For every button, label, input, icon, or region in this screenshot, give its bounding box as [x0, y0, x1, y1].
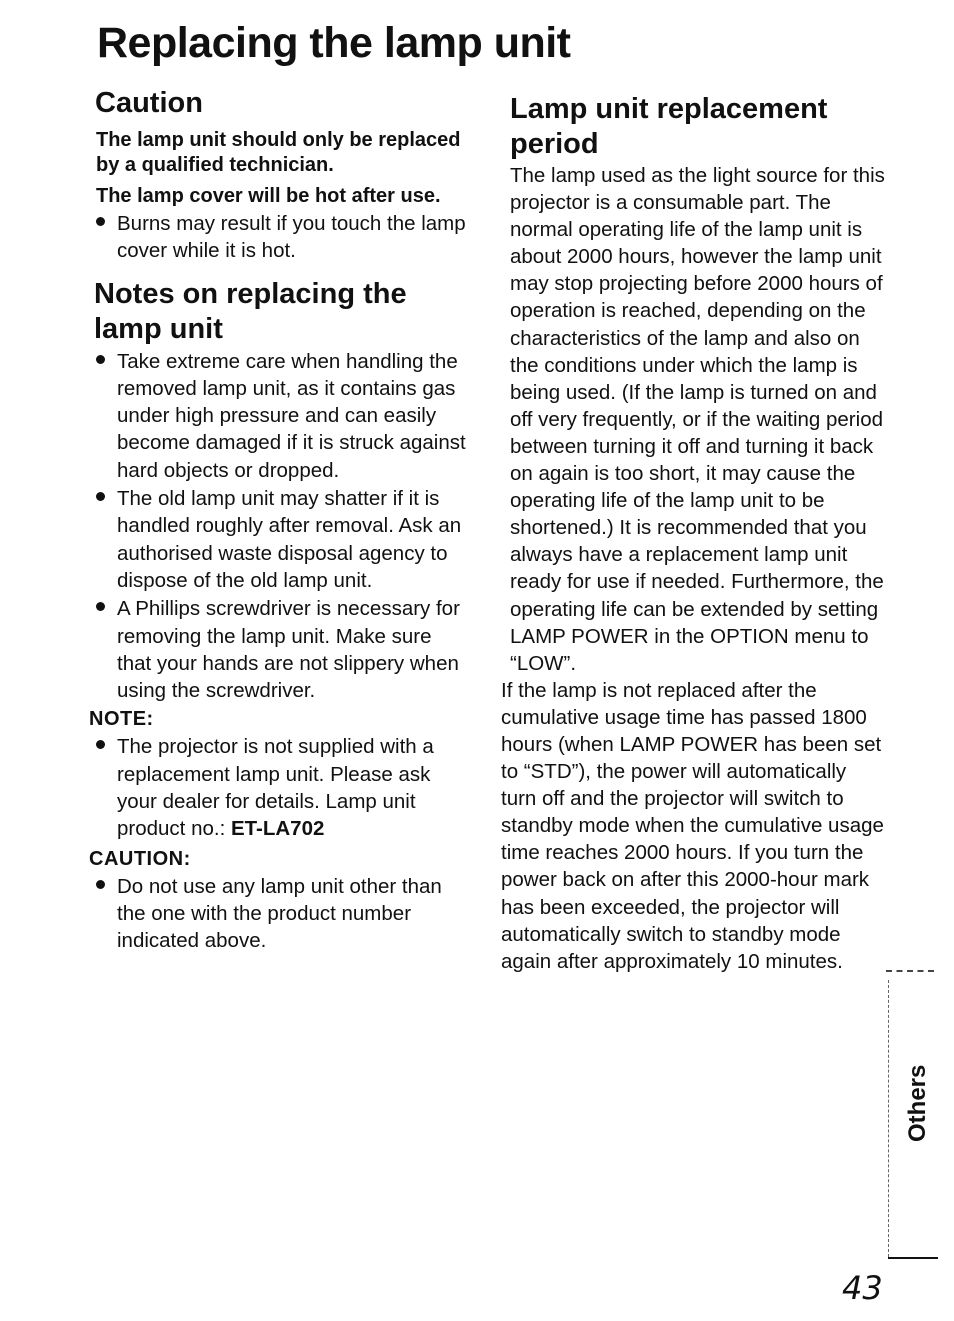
notes-bullet-list [89, 348, 467, 705]
bullet-icon [96, 880, 105, 889]
notes-heading: Notes on replacing the lamp unit [94, 277, 407, 345]
bullet-icon [96, 492, 105, 501]
caution-label: CAUTION: [89, 847, 191, 870]
side-tab [886, 970, 938, 1260]
side-tab-left-border [888, 980, 889, 1257]
note-label: NOTE: [89, 708, 154, 731]
list-item [89, 485, 467, 594]
list-item [89, 348, 467, 484]
list-item-text: Take extreme care when handling the removed lamp unit, as it contains gas under high pressure and can easily become damaged if it is struck against hard objects or dropped. [117, 349, 466, 482]
page-title: Replacing the lamp unit [97, 19, 571, 67]
caution-bullet-list [89, 210, 467, 265]
list-item [89, 733, 467, 842]
caution-heading: Caution [95, 87, 203, 119]
list-item-text: Burns may result if you touch the lamp cover while it is hot. [117, 212, 466, 263]
list-item-text: Do not use any lamp unit other than the one with the product number indicated above. [117, 874, 442, 953]
right-column [501, 92, 886, 975]
side-tab-bottom-border [888, 1257, 938, 1259]
caution-hot-cover: The lamp cover will be hot after use. [96, 185, 441, 207]
note-bullet-list [89, 733, 467, 842]
bullet-icon [96, 740, 105, 749]
left-column [89, 86, 467, 955]
list-item-text: The projector is not supplied with a replacement lamp unit. Please ask your dealer for details. Lamp unit product no.: [117, 735, 434, 841]
caution-label-bullet-list [89, 873, 467, 955]
page-number: 43 [842, 1269, 883, 1307]
list-item [89, 595, 467, 704]
list-item-text: The old lamp unit may shatter if it is handled roughly after removal. Ask an authorised waste disposal agency to dispose of the old lamp unit. [117, 487, 462, 592]
product-model-number: ET-LA702 [230, 817, 325, 841]
side-tab-top-border [886, 970, 934, 972]
list-item [89, 210, 467, 265]
caution-qualified-technician: The lamp unit should only be replaced by a qualified technician. [96, 129, 461, 176]
bullet-icon [96, 602, 105, 611]
bullet-icon [96, 217, 105, 226]
replacement-period-paragraph-1: The lamp used as the light source for this projector is a consumable part. The normal operating life of the lamp unit is about 2000 hours, however the lamp unit may stop projecting before 2000 hours of operation is reached, depending on the characteristics of the lamp and also on the conditions under which the lamp is being used. (If the lamp is turned on and off very frequently, or if the waiting period between turning it off and turning it back on again is too short, it may cause the operating life of the lamp unit to be shortened.) It is recommended that you always have a replacement lamp unit ready for use if needed. Furthermore, the operating life can be extended by setting LAMP POWER in the OPTION menu to “LOW”. [510, 164, 885, 675]
side-tab-label: Others [904, 1064, 931, 1142]
list-item-text: A Phillips screwdriver is necessary for removing the lamp unit. Make sure that your hands are not slippery when using the screwdriver. [117, 597, 460, 703]
replacement-period-heading: Lamp unit replacement period [510, 93, 828, 160]
list-item [89, 873, 467, 955]
replacement-period-paragraph-2: If the lamp is not replaced after the cumulative usage time has passed 1800 hours (when LAMP POWER has been set to “STD”), the power will automatically turn off and the projector will switch to standby mode when the cumulative usage time reaches 2000 hours. If you turn the power back on after this 2000-hour mark has been exceeded, the projector will automatically switch to standby mode again after approximately 10 minutes. [501, 678, 884, 973]
bullet-icon [96, 355, 105, 364]
